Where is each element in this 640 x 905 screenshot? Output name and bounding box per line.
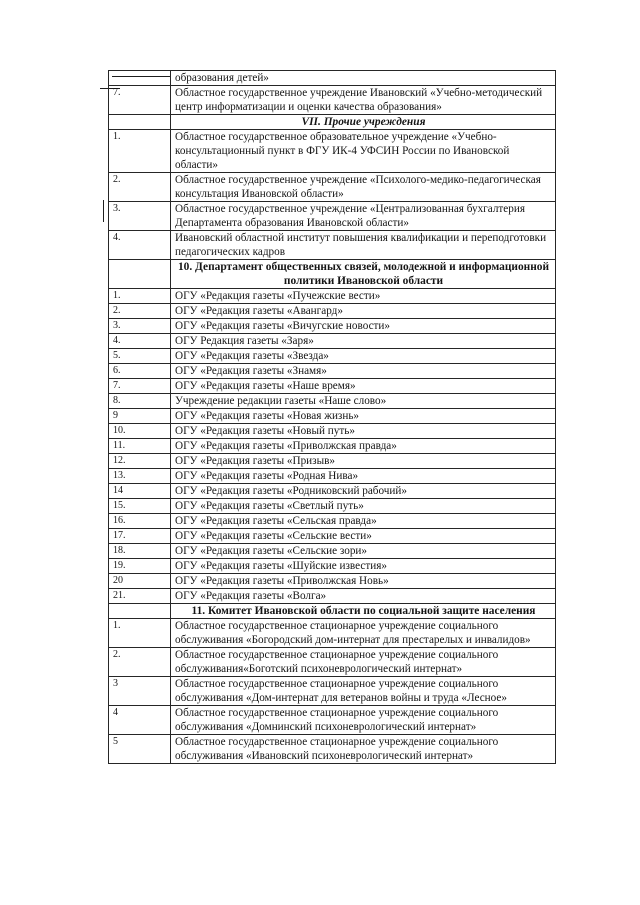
- row-number: 17.: [109, 529, 171, 544]
- table-row: [109, 173, 556, 202]
- table-row: [109, 499, 556, 514]
- institution-name: Областное государственное образовательное учреждение «Учебно-консультационный пункт в ФГУ ИК-4 УФСИН России по Ивановской области»: [171, 130, 556, 173]
- table-row: [109, 706, 556, 735]
- institution-name: Областное государственное стационарное учреждение социального обслуживания «Дом-интернат для ветеранов войны и труда «Лесное»: [171, 677, 556, 706]
- institution-name: ОГУ «Редакция газеты «Сельские вести»: [171, 529, 556, 544]
- institution-name: ОГУ «Редакция газеты «Шуйские известия»: [171, 559, 556, 574]
- row-number: 7.: [109, 86, 171, 115]
- row-number: 5: [109, 735, 171, 764]
- table-row: [109, 514, 556, 529]
- table-row: [109, 304, 556, 319]
- row-number: [109, 71, 171, 86]
- institution-name: Учреждение редакции газеты «Наше слово»: [171, 394, 556, 409]
- row-number: 19.: [109, 559, 171, 574]
- row-number: 13.: [109, 469, 171, 484]
- table-row: [109, 71, 556, 86]
- table-row: [109, 529, 556, 544]
- institution-name: Областное государственное стационарное учреждение социального обслуживания «Богородский дом-интернат для престарелых и инвалидов»: [171, 619, 556, 648]
- table-row: [109, 379, 556, 394]
- institution-name: ОГУ «Редакция газеты «Авангард»: [171, 304, 556, 319]
- section-header-num-cell: [109, 115, 171, 130]
- institution-name: ОГУ «Редакция газеты «Приволжская Новь»: [171, 574, 556, 589]
- row-number: 20: [109, 574, 171, 589]
- institution-name: ОГУ Редакция газеты «Заря»: [171, 334, 556, 349]
- table-row: [109, 574, 556, 589]
- table-row: [109, 289, 556, 304]
- row-number: 1.: [109, 130, 171, 173]
- row-number: 4: [109, 706, 171, 735]
- table-row: [109, 559, 556, 574]
- section-header-row: [109, 260, 556, 289]
- row-number: 2.: [109, 173, 171, 202]
- institution-name: ОГУ «Редакция газеты «Знамя»: [171, 364, 556, 379]
- row-number: 2.: [109, 304, 171, 319]
- institution-name: образования детей»: [171, 71, 556, 86]
- table-row: [109, 364, 556, 379]
- institution-name: Областное государственное учреждение «Централизованная бухгалтерия Департамента образования Ивановской области»: [171, 202, 556, 231]
- table-row: [109, 454, 556, 469]
- section-header-row: [109, 115, 556, 130]
- institution-name: ОГУ «Редакция газеты «Новая жизнь»: [171, 409, 556, 424]
- row-number: 4.: [109, 231, 171, 260]
- row-number: 7.: [109, 379, 171, 394]
- institution-name: Областное государственное стационарное учреждение социального обслуживания«Боготский психоневрологический интернат»: [171, 648, 556, 677]
- section-header-num-cell: [109, 260, 171, 289]
- table-row: [109, 544, 556, 559]
- row-number: 9: [109, 409, 171, 424]
- institution-name: Областное государственное стационарное учреждение социального обслуживания «Домнинский психоневрологический интернат»: [171, 706, 556, 735]
- institution-name: ОГУ «Редакция газеты «Родная Нива»: [171, 469, 556, 484]
- table-row: [109, 130, 556, 173]
- institution-name: ОГУ «Редакция газеты «Вичугские новости»: [171, 319, 556, 334]
- table-row: [109, 677, 556, 706]
- row-number: 11.: [109, 439, 171, 454]
- section-header-row: [109, 604, 556, 619]
- table-row: [109, 469, 556, 484]
- section-title: 11. Комитет Ивановской области по социальной защите населения: [171, 604, 556, 619]
- table-row: [109, 319, 556, 334]
- row-number: 2.: [109, 648, 171, 677]
- table-row: [109, 409, 556, 424]
- row-number: 18.: [109, 544, 171, 559]
- row-number: 1.: [109, 289, 171, 304]
- institutions-table: [108, 70, 556, 764]
- row-number: 8.: [109, 394, 171, 409]
- institution-name: ОГУ «Редакция газеты «Призыв»: [171, 454, 556, 469]
- institution-name: Областное государственное учреждение «Психолого-медико-педагогическая консультация Ивановской области»: [171, 173, 556, 202]
- institution-name: ОГУ «Редакция газеты «Сельские зори»: [171, 544, 556, 559]
- row-number: 1.: [109, 619, 171, 648]
- table-row: [109, 484, 556, 499]
- row-number: 15.: [109, 499, 171, 514]
- institution-name: ОГУ «Редакция газеты «Приволжская правда»: [171, 439, 556, 454]
- table-row: [109, 589, 556, 604]
- row-number: 3: [109, 677, 171, 706]
- table-row: [109, 394, 556, 409]
- institution-name: Областное государственное стационарное учреждение социального обслуживания «Ивановский психоневрологический интернат»: [171, 735, 556, 764]
- institution-name: ОГУ «Редакция газеты «Новый путь»: [171, 424, 556, 439]
- row-number: 3.: [109, 319, 171, 334]
- institution-name: ОГУ «Редакция газеты «Пучежские вести»: [171, 289, 556, 304]
- section-title: 10. Департамент общественных связей, молодежной и информационной политики Ивановской области: [171, 260, 556, 289]
- row-number: 4.: [109, 334, 171, 349]
- row-number: 6.: [109, 364, 171, 379]
- section-header-num-cell: [109, 604, 171, 619]
- table-row: [109, 424, 556, 439]
- row-number: 16.: [109, 514, 171, 529]
- scan-artifact-line: [103, 200, 104, 222]
- institution-name: ОГУ «Редакция газеты «Звезда»: [171, 349, 556, 364]
- table-row: [109, 349, 556, 364]
- institution-name: ОГУ «Редакция газеты «Сельская правда»: [171, 514, 556, 529]
- table-row: [109, 648, 556, 677]
- row-number: 12.: [109, 454, 171, 469]
- row-number: 14: [109, 484, 171, 499]
- row-number: 5.: [109, 349, 171, 364]
- row-number: 3.: [109, 202, 171, 231]
- table-row: [109, 439, 556, 454]
- institution-name: ОГУ «Редакция газеты «Волга»: [171, 589, 556, 604]
- section-title: VII. Прочие учреждения: [171, 115, 556, 130]
- row-number: 21.: [109, 589, 171, 604]
- table-row: [109, 334, 556, 349]
- institution-name: Областное государственное учреждение Ивановский «Учебно-методический центр информатизации и оценки качества образования»: [171, 86, 556, 115]
- institution-name: ОГУ «Редакция газеты «Светлый путь»: [171, 499, 556, 514]
- table-row: [109, 231, 556, 260]
- table-row: [109, 202, 556, 231]
- institution-name: Ивановский областной институт повышения квалификации и переподготовки педагогических кадров: [171, 231, 556, 260]
- row-number: 10.: [109, 424, 171, 439]
- table-row: [109, 86, 556, 115]
- institution-name: ОГУ «Редакция газеты «Родниковский рабочий»: [171, 484, 556, 499]
- institution-name: ОГУ «Редакция газеты «Наше время»: [171, 379, 556, 394]
- table-row: [109, 619, 556, 648]
- table-row: [109, 735, 556, 764]
